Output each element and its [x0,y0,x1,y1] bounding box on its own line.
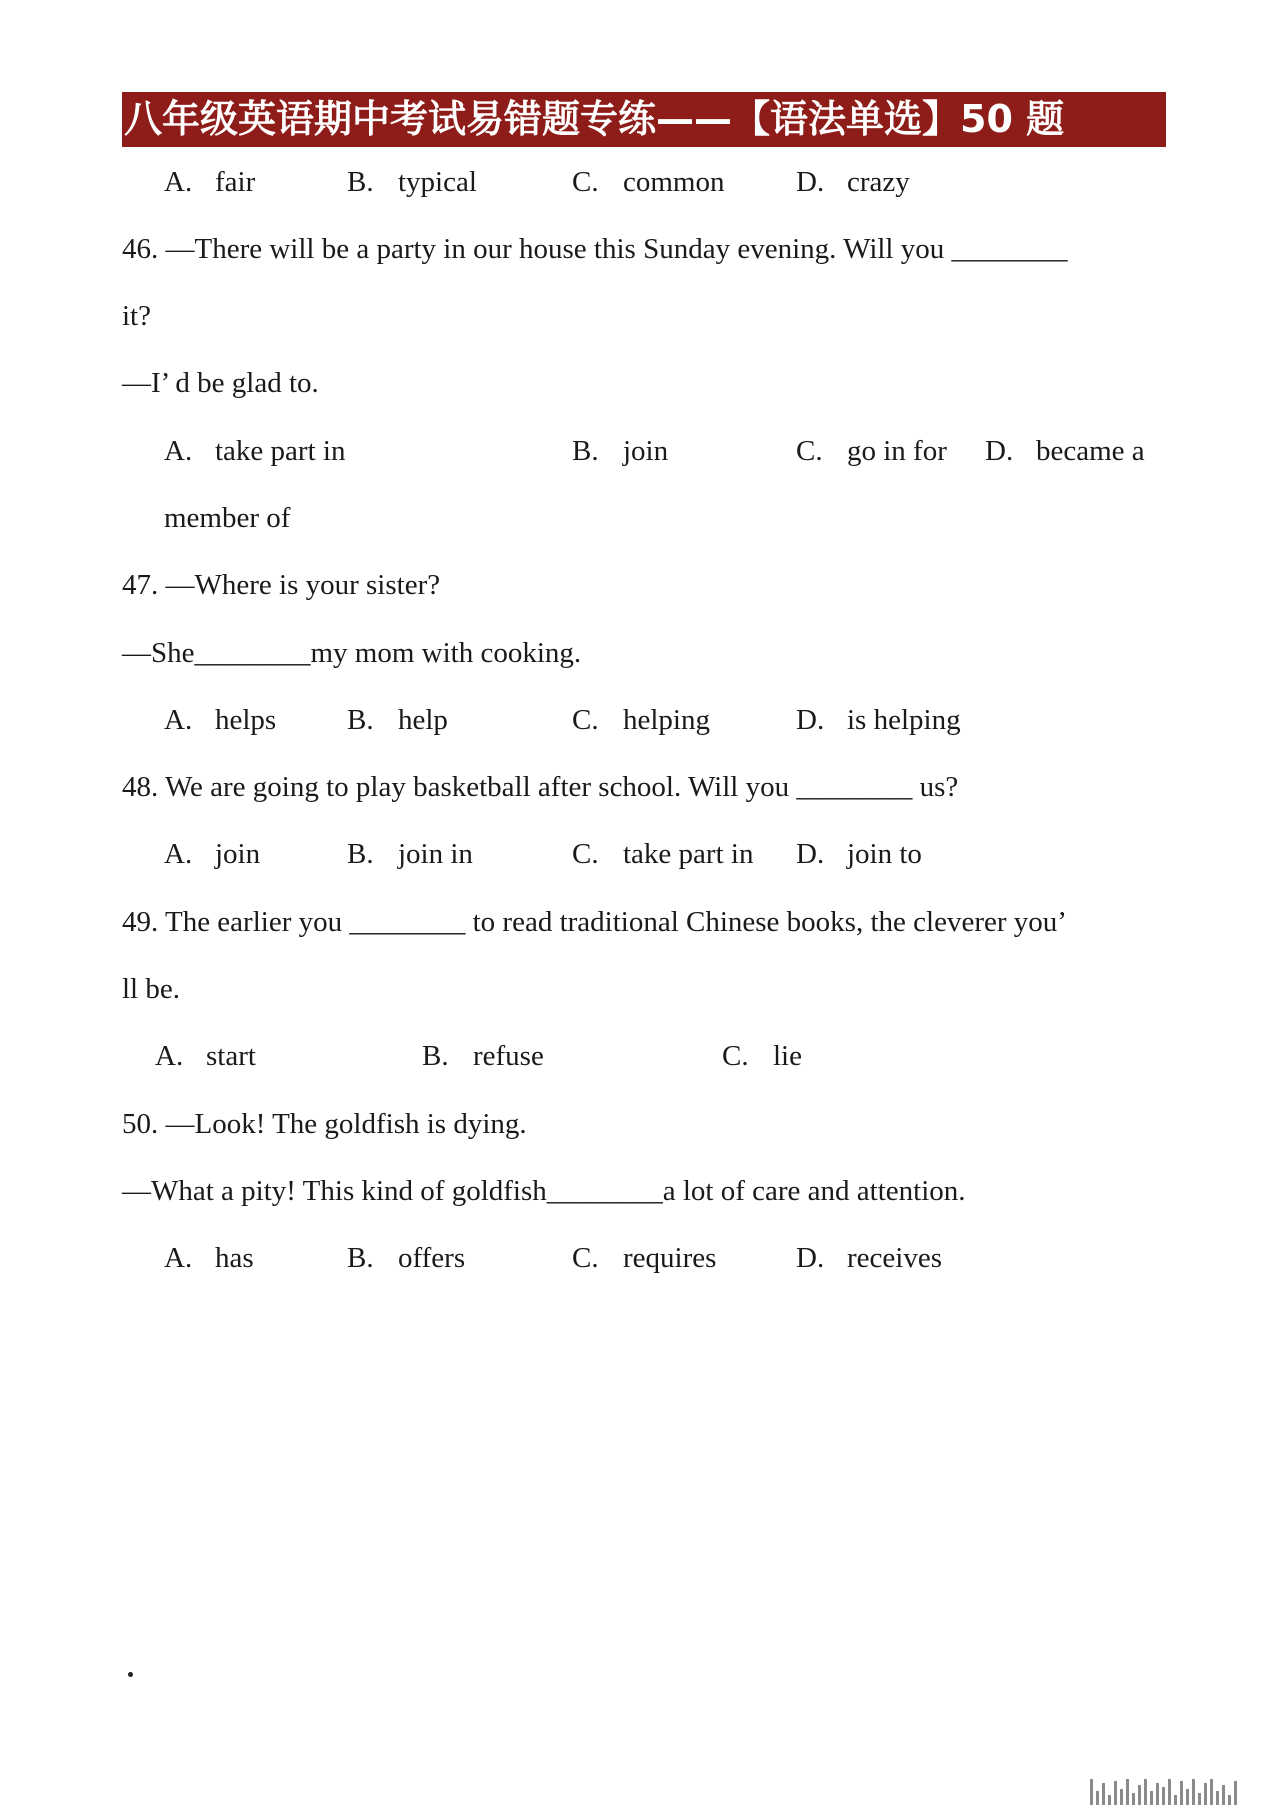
question-47-answer: —She________my mom with cooking. [122,637,582,669]
option-letter: C. [572,1242,599,1274]
option-text: typical [398,166,477,198]
option-text: is helping [847,704,961,736]
option-d [796,162,910,202]
question-47-text: 47. —Where is your sister? [122,569,441,601]
option-letter: A. [164,704,193,736]
question-49-text-cont: ll be. [122,973,180,1005]
option-c [722,1036,802,1076]
option-c [572,834,753,874]
option-letter: B. [422,1040,449,1072]
option-text: requires [623,1242,717,1274]
option-b [347,162,477,202]
question-48-text: 48. We are going to play basketball after school. Will you ________ us? [122,771,959,803]
option-text: join to [847,838,922,870]
option-letter: D. [796,704,825,736]
option-letter: C. [796,435,823,467]
option-text: offers [398,1242,466,1274]
option-b [572,431,668,471]
option-text: refuse [473,1040,544,1072]
option-letter: A. [155,1040,184,1072]
option-text: take part in [215,435,346,467]
option-d [985,431,1145,471]
option-d [796,1238,942,1278]
option-d [796,834,922,874]
option-letter: B. [347,1242,374,1274]
option-letter: A. [164,435,193,467]
option-b [347,1238,465,1278]
option-letter: B. [347,838,374,870]
option-text: helps [215,704,277,736]
option-text: join [215,838,261,870]
question-46-answer: —I’ d be glad to. [122,367,319,399]
option-letter: B. [572,435,599,467]
option-text: start [206,1040,256,1072]
option-text: common [623,166,725,198]
option-letter: B. [347,704,374,736]
option-text: receives [847,1242,942,1274]
option-text: helping [623,704,710,736]
question-46-text: 46. —There will be a party in our house this Sunday evening. Will you ________ [122,233,1068,265]
option-a [164,162,255,202]
option-text: join [623,435,669,467]
option-text: crazy [847,166,910,198]
question-46-text-cont: it? [122,300,151,332]
option-letter: D. [985,435,1014,467]
question-50-answer: —What a pity! This kind of goldfish________a lot of care and attention. [122,1175,966,1207]
option-c [796,431,947,471]
page-title-banner: 八年级英语期中考试易错题专练——【语法单选】50 题 [122,92,1166,147]
option-letter: D. [796,838,825,870]
option-text: lie [773,1040,802,1072]
option-letter: C. [722,1040,749,1072]
option-a [164,1238,254,1278]
option-text: fair [215,166,256,198]
option-b [422,1036,544,1076]
option-b [347,834,473,874]
option-text: join in [398,838,473,870]
question-49-text: 49. The earlier you ________ to read traditional Chinese books, the cleverer you’ [122,906,1067,938]
option-text: has [215,1242,254,1274]
option-letter: C. [572,704,599,736]
option-d-continuation: member of [164,502,291,534]
option-a [164,700,276,740]
option-a [164,431,345,471]
option-letter: B. [347,166,374,198]
question-50-text: 50. —Look! The goldfish is dying. [122,1108,527,1140]
option-letter: A. [164,838,193,870]
option-a [155,1036,256,1076]
option-c [572,700,710,740]
option-text: help [398,704,448,736]
option-a [164,834,260,874]
page-dot [128,1672,133,1677]
option-letter: C. [572,838,599,870]
option-c [572,1238,716,1278]
option-letter: D. [796,166,825,198]
option-b [347,700,448,740]
option-text: became a [1036,435,1145,467]
option-letter: A. [164,166,193,198]
option-d [796,700,961,740]
option-letter: C. [572,166,599,198]
option-c [572,162,725,202]
option-text: take part in [623,838,754,870]
watermark-icon [1090,1775,1260,1805]
option-letter: D. [796,1242,825,1274]
option-letter: A. [164,1242,193,1274]
option-text: go in for [847,435,947,467]
